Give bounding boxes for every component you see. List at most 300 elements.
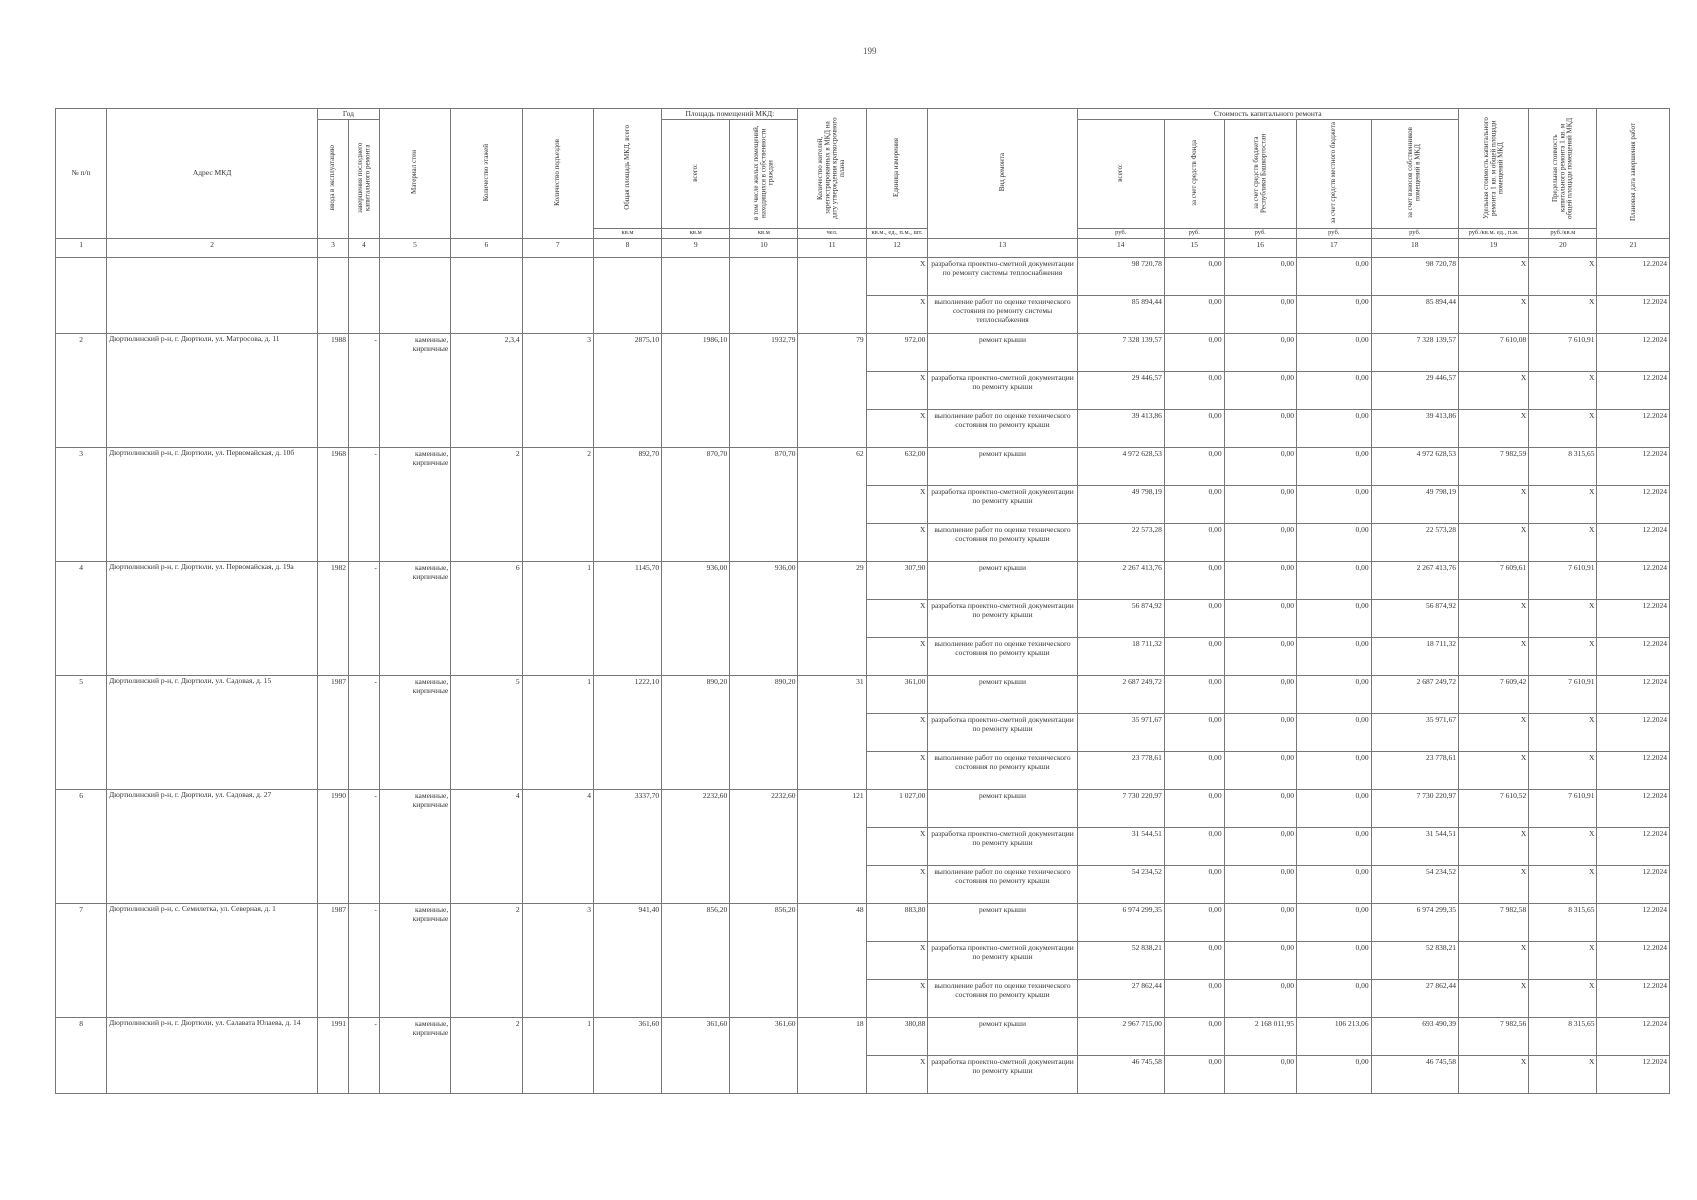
floors-count: 4	[451, 789, 522, 903]
cost-fund: 0,00	[1164, 371, 1224, 409]
cost-local: 0,00	[1297, 485, 1372, 523]
cost-local: 0,00	[1297, 903, 1372, 941]
cost-owners: 52 838,21	[1371, 941, 1458, 979]
max-cost: X	[1529, 865, 1597, 903]
work-quantity: X	[866, 295, 928, 333]
residents-count: 29	[798, 561, 866, 675]
cost-fund: 0,00	[1164, 713, 1224, 751]
max-cost: X	[1529, 523, 1597, 561]
cost-republic: 0,00	[1224, 713, 1296, 751]
cost-total: 46 745,58	[1077, 1055, 1164, 1093]
cost-republic: 0,00	[1224, 1055, 1296, 1093]
column-number: 4	[348, 238, 379, 257]
header-premises-total: всего:	[662, 120, 730, 229]
cost-total: 2 687 249,72	[1077, 675, 1164, 713]
floors-count: 2	[451, 447, 522, 561]
unit-col-15: руб.	[1164, 228, 1224, 238]
wall-material: каменные, кирпичные	[379, 333, 450, 447]
year-last-repair: -	[348, 903, 379, 1017]
premises-area: 936,00	[662, 561, 730, 675]
cost-total: 18 711,32	[1077, 637, 1164, 675]
cost-owners: 46 745,58	[1371, 1055, 1458, 1093]
cost-local: 0,00	[1297, 827, 1372, 865]
column-number: 15	[1164, 238, 1224, 257]
cost-fund: 0,00	[1164, 561, 1224, 599]
work-quantity: 883,80	[866, 903, 928, 941]
residential-area: 1932,79	[730, 333, 798, 447]
cost-owners: 23 778,61	[1371, 751, 1458, 789]
cost-fund: 0,00	[1164, 637, 1224, 675]
cont-material	[379, 257, 450, 333]
table-row	[56, 789, 1670, 827]
header-cost-total: всего:	[1077, 120, 1164, 229]
unit-cost: X	[1458, 865, 1528, 903]
work-type: разработка проектно-сметной документации по ремонту крыши	[928, 1055, 1077, 1093]
cost-total: 4 972 628,53	[1077, 447, 1164, 485]
header-max-cost: Предельная стоимость капитального ремонта 1 кв. м общей площади помещений МКД	[1529, 109, 1597, 229]
floors-count: 2	[451, 903, 522, 1017]
cost-owners: 49 798,19	[1371, 485, 1458, 523]
table-row	[56, 447, 1670, 485]
work-quantity: X	[866, 637, 928, 675]
premises-area: 890,20	[662, 675, 730, 789]
wall-material: каменные, кирпичные	[379, 789, 450, 903]
work-type: ремонт крыши	[928, 903, 1077, 941]
max-cost: X	[1529, 599, 1597, 637]
column-number: 20	[1529, 238, 1597, 257]
house-address: Дюртюлинский р-н, г. Дюртюли, ул. Салавата Юлаева, д. 14	[107, 1017, 318, 1093]
work-quantity: X	[866, 371, 928, 409]
work-type: выполнение работ по оценке технического состояния по ремонту крыши	[928, 751, 1077, 789]
cost-owners: 98 720,78	[1371, 257, 1458, 295]
column-number: 8	[593, 238, 661, 257]
cost-total: 56 874,92	[1077, 599, 1164, 637]
total-area: 1145,70	[593, 561, 661, 675]
entrances-count: 1	[522, 1017, 593, 1093]
unit-col-18: руб.	[1371, 228, 1458, 238]
cost-local: 0,00	[1297, 561, 1372, 599]
premises-area: 856,20	[662, 903, 730, 1017]
wall-material: каменные, кирпичные	[379, 675, 450, 789]
cost-fund: 0,00	[1164, 1017, 1224, 1055]
header-floors: Количество этажей	[451, 109, 522, 239]
planned-date: 12.2024	[1597, 637, 1670, 675]
cost-republic: 0,00	[1224, 751, 1296, 789]
planned-date: 12.2024	[1597, 257, 1670, 295]
cost-republic: 0,00	[1224, 333, 1296, 371]
max-cost: X	[1529, 295, 1597, 333]
floors-count: 2,3,4	[451, 333, 522, 447]
table-row	[56, 561, 1670, 599]
column-number: 17	[1297, 238, 1372, 257]
floors-count: 2	[451, 1017, 522, 1093]
residents-count: 31	[798, 675, 866, 789]
year-commission: 1991	[318, 1017, 349, 1093]
house-number: 6	[56, 789, 107, 903]
cont-last	[348, 257, 379, 333]
table-row	[56, 903, 1670, 941]
table-body	[56, 257, 1670, 1093]
planned-date: 12.2024	[1597, 485, 1670, 523]
unit-cost: 7 982,58	[1458, 903, 1528, 941]
work-type: ремонт крыши	[928, 789, 1077, 827]
work-quantity: X	[866, 257, 928, 295]
residents-count: 79	[798, 333, 866, 447]
unit-col-14: руб.	[1077, 228, 1164, 238]
residential-area: 361,60	[730, 1017, 798, 1093]
unit-col-16: руб.	[1224, 228, 1296, 238]
max-cost: 8 315,65	[1529, 903, 1597, 941]
cost-owners: 35 971,67	[1371, 713, 1458, 751]
planned-date: 12.2024	[1597, 371, 1670, 409]
cost-owners: 39 413,86	[1371, 409, 1458, 447]
cost-fund: 0,00	[1164, 751, 1224, 789]
floors-count: 6	[451, 561, 522, 675]
header-premises: Площадь помещений МКД:	[662, 109, 798, 120]
max-cost: X	[1529, 371, 1597, 409]
house-address: Дюртюлинский р-н, г. Дюртюли, ул. Первомайская, д. 19а	[107, 561, 318, 675]
cost-total: 31 544,51	[1077, 827, 1164, 865]
cost-local: 0,00	[1297, 599, 1372, 637]
work-type: выполнение работ по оценке технического состояния по ремонту крыши	[928, 523, 1077, 561]
cost-republic: 0,00	[1224, 599, 1296, 637]
cost-local: 106 213,06	[1297, 1017, 1372, 1055]
cost-republic: 0,00	[1224, 637, 1296, 675]
column-number: 11	[798, 238, 866, 257]
unit-col-12: кв.м., ед., п.м., шт.	[866, 228, 928, 238]
cont-address	[107, 257, 318, 333]
header-address: Адрес МКД	[107, 109, 318, 239]
capital-repair-table	[55, 108, 1670, 1094]
header-work-type: Вид ремонта	[928, 109, 1077, 239]
column-number: 19	[1458, 238, 1528, 257]
unit-cost: 7 982,56	[1458, 1017, 1528, 1055]
work-quantity: X	[866, 599, 928, 637]
work-type: ремонт крыши	[928, 561, 1077, 599]
cost-owners: 4 972 628,53	[1371, 447, 1458, 485]
cost-fund: 0,00	[1164, 333, 1224, 371]
table-row	[56, 333, 1670, 371]
max-cost: 8 315,65	[1529, 1017, 1597, 1055]
planned-date: 12.2024	[1597, 941, 1670, 979]
cost-republic: 2 168 011,95	[1224, 1017, 1296, 1055]
entrances-count: 4	[522, 789, 593, 903]
unit-cost: 7 982,59	[1458, 447, 1528, 485]
cost-fund: 0,00	[1164, 941, 1224, 979]
cost-total: 22 573,28	[1077, 523, 1164, 561]
house-number: 2	[56, 333, 107, 447]
unit-cost: X	[1458, 637, 1528, 675]
residential-area: 856,20	[730, 903, 798, 1017]
premises-area: 1986,10	[662, 333, 730, 447]
unit-cost: X	[1458, 409, 1528, 447]
total-area: 1222,10	[593, 675, 661, 789]
cost-local: 0,00	[1297, 751, 1372, 789]
cost-republic: 0,00	[1224, 903, 1296, 941]
max-cost: X	[1529, 941, 1597, 979]
cost-fund: 0,00	[1164, 409, 1224, 447]
cost-fund: 0,00	[1164, 485, 1224, 523]
work-quantity: X	[866, 485, 928, 523]
header-premises-residential: в том числе жилых помещений, находящихся в собственности граждан	[730, 120, 798, 229]
work-quantity: 307,90	[866, 561, 928, 599]
cost-total: 85 894,44	[1077, 295, 1164, 333]
year-last-repair: -	[348, 675, 379, 789]
work-type: выполнение работ по оценке технического состояния по ремонту крыши	[928, 409, 1077, 447]
work-type: ремонт крыши	[928, 333, 1077, 371]
column-number: 9	[662, 238, 730, 257]
residential-area: 2232,60	[730, 789, 798, 903]
cost-total: 6 974 299,35	[1077, 903, 1164, 941]
year-commission: 1987	[318, 903, 349, 1017]
cost-local: 0,00	[1297, 409, 1372, 447]
cost-republic: 0,00	[1224, 789, 1296, 827]
unit-col-19: руб./кв.м. ед., п.м.	[1458, 228, 1528, 238]
cost-republic: 0,00	[1224, 827, 1296, 865]
house-number: 5	[56, 675, 107, 789]
residents-count: 121	[798, 789, 866, 903]
cost-total: 29 446,57	[1077, 371, 1164, 409]
cost-republic: 0,00	[1224, 409, 1296, 447]
work-quantity: X	[866, 523, 928, 561]
cost-fund: 0,00	[1164, 599, 1224, 637]
entrances-count: 3	[522, 333, 593, 447]
entrances-count: 2	[522, 447, 593, 561]
cont-prem	[662, 257, 730, 333]
unit-cost: X	[1458, 485, 1528, 523]
entrances-count: 1	[522, 561, 593, 675]
unit-col-17: руб.	[1297, 228, 1372, 238]
work-type: выполнение работ по оценке технического состояния по ремонту крыши	[928, 637, 1077, 675]
cost-total: 35 971,67	[1077, 713, 1164, 751]
column-number: 12	[866, 238, 928, 257]
cost-fund: 0,00	[1164, 865, 1224, 903]
max-cost: X	[1529, 257, 1597, 295]
header-cost-owners: за счет взносов собственников помещений в МКД	[1371, 120, 1458, 229]
header-cost-local: за счет средств местного бюджета	[1297, 120, 1372, 229]
max-cost: X	[1529, 713, 1597, 751]
cost-owners: 22 573,28	[1371, 523, 1458, 561]
unit-cost: X	[1458, 523, 1528, 561]
residents-count: 18	[798, 1017, 866, 1093]
cost-local: 0,00	[1297, 295, 1372, 333]
cost-owners: 18 711,32	[1371, 637, 1458, 675]
cost-local: 0,00	[1297, 447, 1372, 485]
max-cost: 7 610,91	[1529, 789, 1597, 827]
cont-area	[593, 257, 661, 333]
cost-republic: 0,00	[1224, 295, 1296, 333]
wall-material: каменные, кирпичные	[379, 903, 450, 1017]
column-number: 7	[522, 238, 593, 257]
header-no: № п/п	[56, 109, 107, 239]
cost-total: 2 267 413,76	[1077, 561, 1164, 599]
cont-no	[56, 257, 107, 333]
header-cost-republic: за счет средств бюджета Республики Башкортостан	[1224, 120, 1296, 229]
residents-count: 62	[798, 447, 866, 561]
planned-date: 12.2024	[1597, 1017, 1670, 1055]
planned-date: 12.2024	[1597, 713, 1670, 751]
unit-cost: X	[1458, 713, 1528, 751]
table-row	[56, 675, 1670, 713]
work-type: выполнение работ по оценке технического состояния по ремонту крыши	[928, 979, 1077, 1017]
residential-area: 936,00	[730, 561, 798, 675]
house-address: Дюртюлинский р-н, с. Семилетка, ул. Северная, д. 1	[107, 903, 318, 1017]
column-number: 13	[928, 238, 1077, 257]
cost-republic: 0,00	[1224, 675, 1296, 713]
unit-cost: 7 609,42	[1458, 675, 1528, 713]
planned-date: 12.2024	[1597, 447, 1670, 485]
floors-count: 5	[451, 675, 522, 789]
house-address: Дюртюлинский р-н, г. Дюртюли, ул. Матросова, д. 11	[107, 333, 318, 447]
column-number: 1	[56, 238, 107, 257]
unit-col-9: кв.м	[662, 228, 730, 238]
planned-date: 12.2024	[1597, 789, 1670, 827]
work-type: разработка проектно-сметной документации по ремонту крыши	[928, 371, 1077, 409]
work-type: разработка проектно-сметной документации по ремонту крыши	[928, 599, 1077, 637]
year-commission: 1990	[318, 789, 349, 903]
cost-owners: 2 687 249,72	[1371, 675, 1458, 713]
cost-total: 2 967 715,00	[1077, 1017, 1164, 1055]
wall-material: каменные, кирпичные	[379, 1017, 450, 1093]
cost-owners: 31 544,51	[1371, 827, 1458, 865]
cost-republic: 0,00	[1224, 257, 1296, 295]
house-address: Дюртюлинский р-н, г. Дюртюли, ул. Садовая, д. 27	[107, 789, 318, 903]
table-row	[56, 257, 1670, 295]
column-number: 14	[1077, 238, 1164, 257]
cont-residents	[798, 257, 866, 333]
page-number: 199	[863, 46, 877, 56]
cost-republic: 0,00	[1224, 941, 1296, 979]
cost-republic: 0,00	[1224, 485, 1296, 523]
unit-cost: X	[1458, 979, 1528, 1017]
cont-entrances	[522, 257, 593, 333]
unit-col-20: руб./кв.м	[1529, 228, 1597, 238]
cont-year	[318, 257, 349, 333]
column-number: 21	[1597, 238, 1670, 257]
cost-total: 39 413,86	[1077, 409, 1164, 447]
unit-cost: X	[1458, 827, 1528, 865]
cost-owners: 693 490,39	[1371, 1017, 1458, 1055]
header-year-commission: ввода в эксплуатацию	[318, 120, 349, 239]
premises-area: 2232,60	[662, 789, 730, 903]
cost-republic: 0,00	[1224, 865, 1296, 903]
work-quantity: 1 027,00	[866, 789, 928, 827]
house-number: 3	[56, 447, 107, 561]
work-type: разработка проектно-сметной документации по ремонту крыши	[928, 485, 1077, 523]
cost-total: 7 730 220,97	[1077, 789, 1164, 827]
year-last-repair: -	[348, 561, 379, 675]
work-quantity: X	[866, 713, 928, 751]
max-cost: X	[1529, 1055, 1597, 1093]
planned-date: 12.2024	[1597, 979, 1670, 1017]
planned-date: 12.2024	[1597, 561, 1670, 599]
unit-col-8: кв.м	[593, 228, 661, 238]
cost-owners: 7 328 139,57	[1371, 333, 1458, 371]
max-cost: X	[1529, 979, 1597, 1017]
column-number: 16	[1224, 238, 1296, 257]
cost-republic: 0,00	[1224, 979, 1296, 1017]
planned-date: 12.2024	[1597, 409, 1670, 447]
cost-local: 0,00	[1297, 865, 1372, 903]
cost-local: 0,00	[1297, 371, 1372, 409]
total-area: 892,70	[593, 447, 661, 561]
work-quantity: X	[866, 865, 928, 903]
year-last-repair: -	[348, 1017, 379, 1093]
max-cost: X	[1529, 751, 1597, 789]
cost-fund: 0,00	[1164, 789, 1224, 827]
year-commission: 1968	[318, 447, 349, 561]
header-unit: Единица измерения	[866, 109, 928, 229]
header-year-last-repair: завершения последнего капитального ремонта	[348, 120, 379, 239]
cost-fund: 0,00	[1164, 1055, 1224, 1093]
cost-total: 49 798,19	[1077, 485, 1164, 523]
cost-total: 52 838,21	[1077, 941, 1164, 979]
planned-date: 12.2024	[1597, 599, 1670, 637]
residential-area: 890,20	[730, 675, 798, 789]
house-address: Дюртюлинский р-н, г. Дюртюли, ул. Первомайская, д. 10б	[107, 447, 318, 561]
unit-cost: X	[1458, 295, 1528, 333]
cost-total: 27 862,44	[1077, 979, 1164, 1017]
work-type: разработка проектно-сметной документации по ремонту крыши	[928, 827, 1077, 865]
total-area: 3337,70	[593, 789, 661, 903]
residential-area: 870,70	[730, 447, 798, 561]
cost-fund: 0,00	[1164, 447, 1224, 485]
work-type: разработка проектно-сметной документации по ремонту крыши	[928, 713, 1077, 751]
unit-cost: X	[1458, 257, 1528, 295]
cost-owners: 56 874,92	[1371, 599, 1458, 637]
cost-fund: 0,00	[1164, 903, 1224, 941]
cost-total: 7 328 139,57	[1077, 333, 1164, 371]
unit-col-10: кв.м	[730, 228, 798, 238]
work-quantity: X	[866, 941, 928, 979]
cost-local: 0,00	[1297, 1055, 1372, 1093]
cost-total: 54 234,52	[1077, 865, 1164, 903]
year-commission: 1982	[318, 561, 349, 675]
year-last-repair: -	[348, 789, 379, 903]
house-address: Дюртюлинский р-н, г. Дюртюли, ул. Садовая, д. 15	[107, 675, 318, 789]
cost-local: 0,00	[1297, 637, 1372, 675]
column-number-row	[56, 238, 1670, 257]
total-area: 2875,10	[593, 333, 661, 447]
year-last-repair: -	[348, 447, 379, 561]
year-commission: 1988	[318, 333, 349, 447]
cost-republic: 0,00	[1224, 561, 1296, 599]
work-type: разработка проектно-сметной документации по ремонту системы теплоснабжения	[928, 257, 1077, 295]
cost-total: 98 720,78	[1077, 257, 1164, 295]
work-quantity: X	[866, 751, 928, 789]
cost-local: 0,00	[1297, 675, 1372, 713]
column-number: 10	[730, 238, 798, 257]
cost-owners: 29 446,57	[1371, 371, 1458, 409]
header-residents: Количество жителей, зарегистрированных в МКД на дату утверждения краткосрочного плана	[798, 109, 866, 229]
work-quantity: 361,00	[866, 675, 928, 713]
column-number: 18	[1371, 238, 1458, 257]
planned-date: 12.2024	[1597, 827, 1670, 865]
work-type: выполнение работ по оценке технического состояния по ремонту системы теплоснабжения	[928, 295, 1077, 333]
total-area: 941,40	[593, 903, 661, 1017]
table-row	[56, 1017, 1670, 1055]
unit-col-11: чел.	[798, 228, 866, 238]
cost-local: 0,00	[1297, 713, 1372, 751]
unit-cost: X	[1458, 751, 1528, 789]
unit-cost: 7 610,08	[1458, 333, 1528, 371]
header-year: Год	[318, 109, 380, 120]
cost-fund: 0,00	[1164, 979, 1224, 1017]
cost-local: 0,00	[1297, 257, 1372, 295]
column-number: 5	[379, 238, 450, 257]
house-number: 7	[56, 903, 107, 1017]
cost-republic: 0,00	[1224, 523, 1296, 561]
